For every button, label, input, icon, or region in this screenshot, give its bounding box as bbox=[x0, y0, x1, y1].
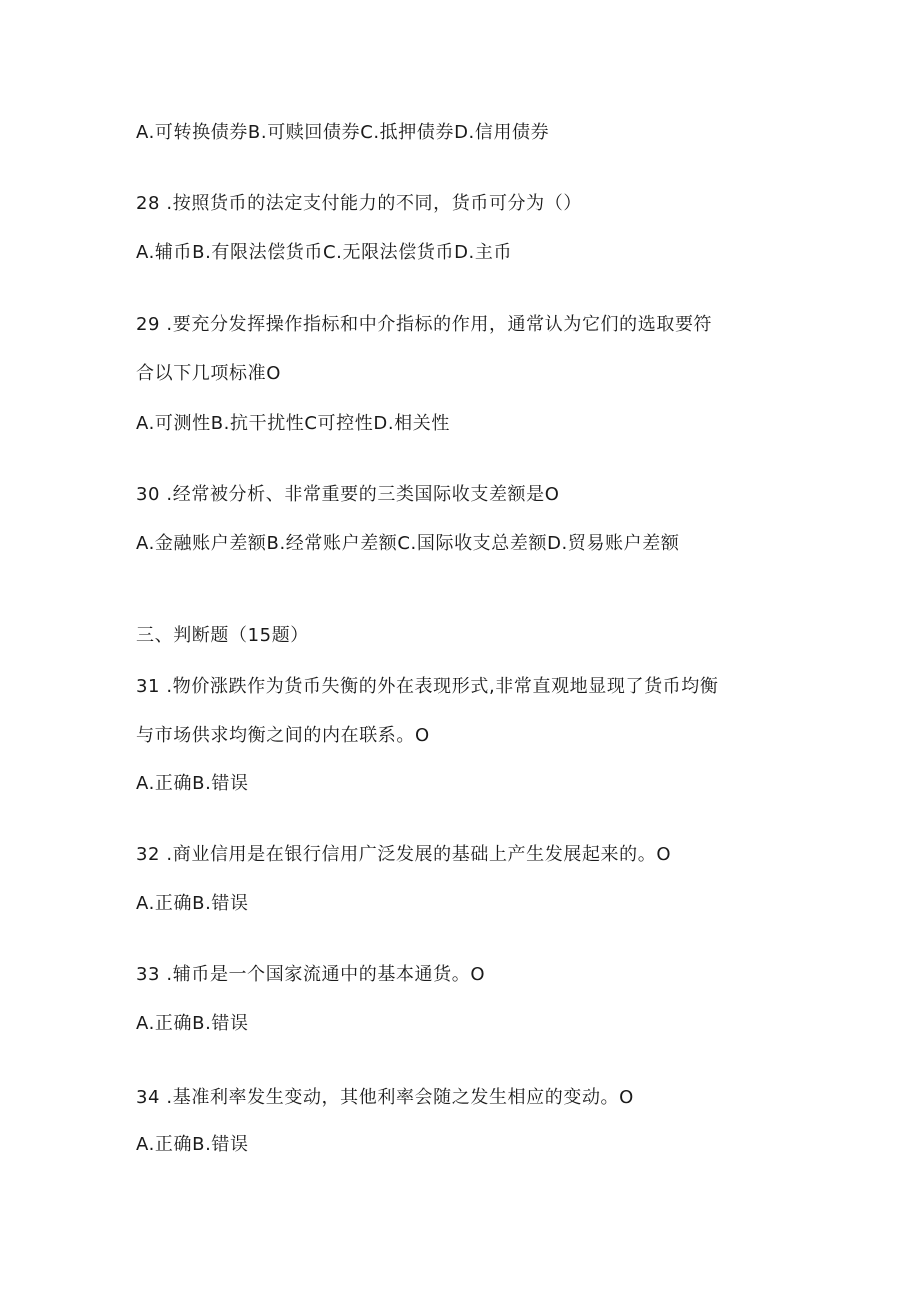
question-27-options: A.可转换债券B.可赎回债券C.抵押债券D.信用债券 bbox=[136, 122, 550, 143]
question-33-options: A.正确B.错误 bbox=[136, 1013, 249, 1034]
question-31-options: A.正确B.错误 bbox=[136, 773, 249, 794]
question-29-stem-line-1: 29 .要充分发挥操作指标和中介指标的作用，通常认为它们的选取要符 bbox=[136, 314, 713, 335]
question-29-options: A.可测性B.抗干扰性C可控性D.相关性 bbox=[136, 413, 450, 434]
question-28-options: A.辅币B.有限法偿货币C.无限法偿货币D.主币 bbox=[136, 242, 513, 263]
question-34-stem: 34 .基准利率发生变动，其他利率会随之发生相应的变动。O bbox=[136, 1087, 634, 1108]
question-30-options: A.金融账户差额B.经常账户差额C.国际收支总差额D.贸易账户差额 bbox=[136, 533, 680, 554]
question-31-stem-line-2: 与市场供求均衡之间的内在联系。O bbox=[136, 725, 430, 746]
question-28-stem: 28 .按照货币的法定支付能力的不同，货币可分为（） bbox=[136, 193, 582, 214]
question-30-stem: 30 .经常被分析、非常重要的三类国际收支差额是O bbox=[136, 484, 560, 505]
question-32-stem: 32 .商业信用是在银行信用广泛发展的基础上产生发展起来的。O bbox=[136, 844, 672, 865]
section-3-heading: 三、判断题（15题） bbox=[136, 625, 309, 646]
question-34-options: A.正确B.错误 bbox=[136, 1134, 249, 1155]
question-29-stem-line-2: 合以下几项标准O bbox=[136, 363, 281, 384]
question-33-stem: 33 .辅币是一个国家流通中的基本通货。O bbox=[136, 964, 486, 985]
question-31-stem-line-1: 31 .物价涨跌作为货币失衡的外在表现形式,非常直观地显现了货币均衡 bbox=[136, 676, 719, 697]
question-32-options: A.正确B.错误 bbox=[136, 893, 249, 914]
